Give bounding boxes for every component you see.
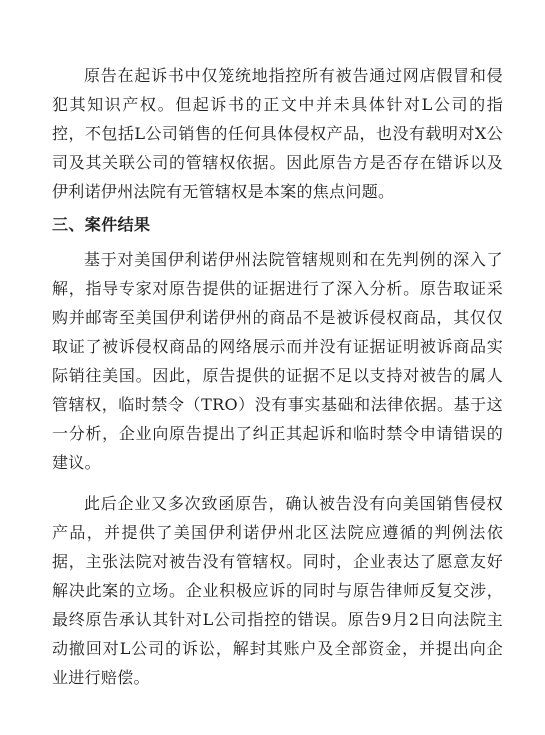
- body-paragraph-jurisdiction-issue: 原告在起诉书中仅笼统地指控所有被告通过网店假冒和侵犯其知识产权。但起诉书的正文中并未具体针对L公司的指控，不包括L公司销售的任何具体侵权产品，也没有载明对X公司及其关联公司的管辖权依据。因此原告方是否存在错诉以及伊利诺伊州法院有无管辖权是本案的焦点问题。: [52, 66, 503, 201]
- body-paragraph-evidence-analysis: 基于对美国伊利诺伊州法院管辖规则和在先判例的深入了解，指导专家对原告提供的证据进行了深入分析。原告取证采购并邮寄至美国伊利诺伊州的商品不是被诉侵权商品，其仅仅取证了被诉侵权商品的网络展示而并没有证据证明被诉商品实际销往美国。因此，原告提供的证据不足以支持对被告的属人管辖权，临时禁令（TRO）没有事实基础和法律依据。基于这一分析，企业向原告提出了纠正其起诉和临时禁令申请错误的建议。: [52, 250, 503, 472]
- paragraph-gap: [52, 477, 503, 489]
- body-paragraph-settlement: 此后企业又多次致函原告，确认被告没有向美国销售侵权产品，并提供了美国伊利诺伊州北区法院应遵循的判例法依据，主张法院对被告没有管辖权。同时，企业表达了愿意友好解决此案的立场。企业积极应诉的同时与原告律师反复交涉，最终原告承认其针对L公司指控的错误。原告9月2日向法院主动撤回对L公司的诉讼，解封其账户及全部资金，并提出向企业进行赔偿。: [52, 494, 503, 687]
- section-heading-case-result: 三、案件结果: [52, 215, 151, 234]
